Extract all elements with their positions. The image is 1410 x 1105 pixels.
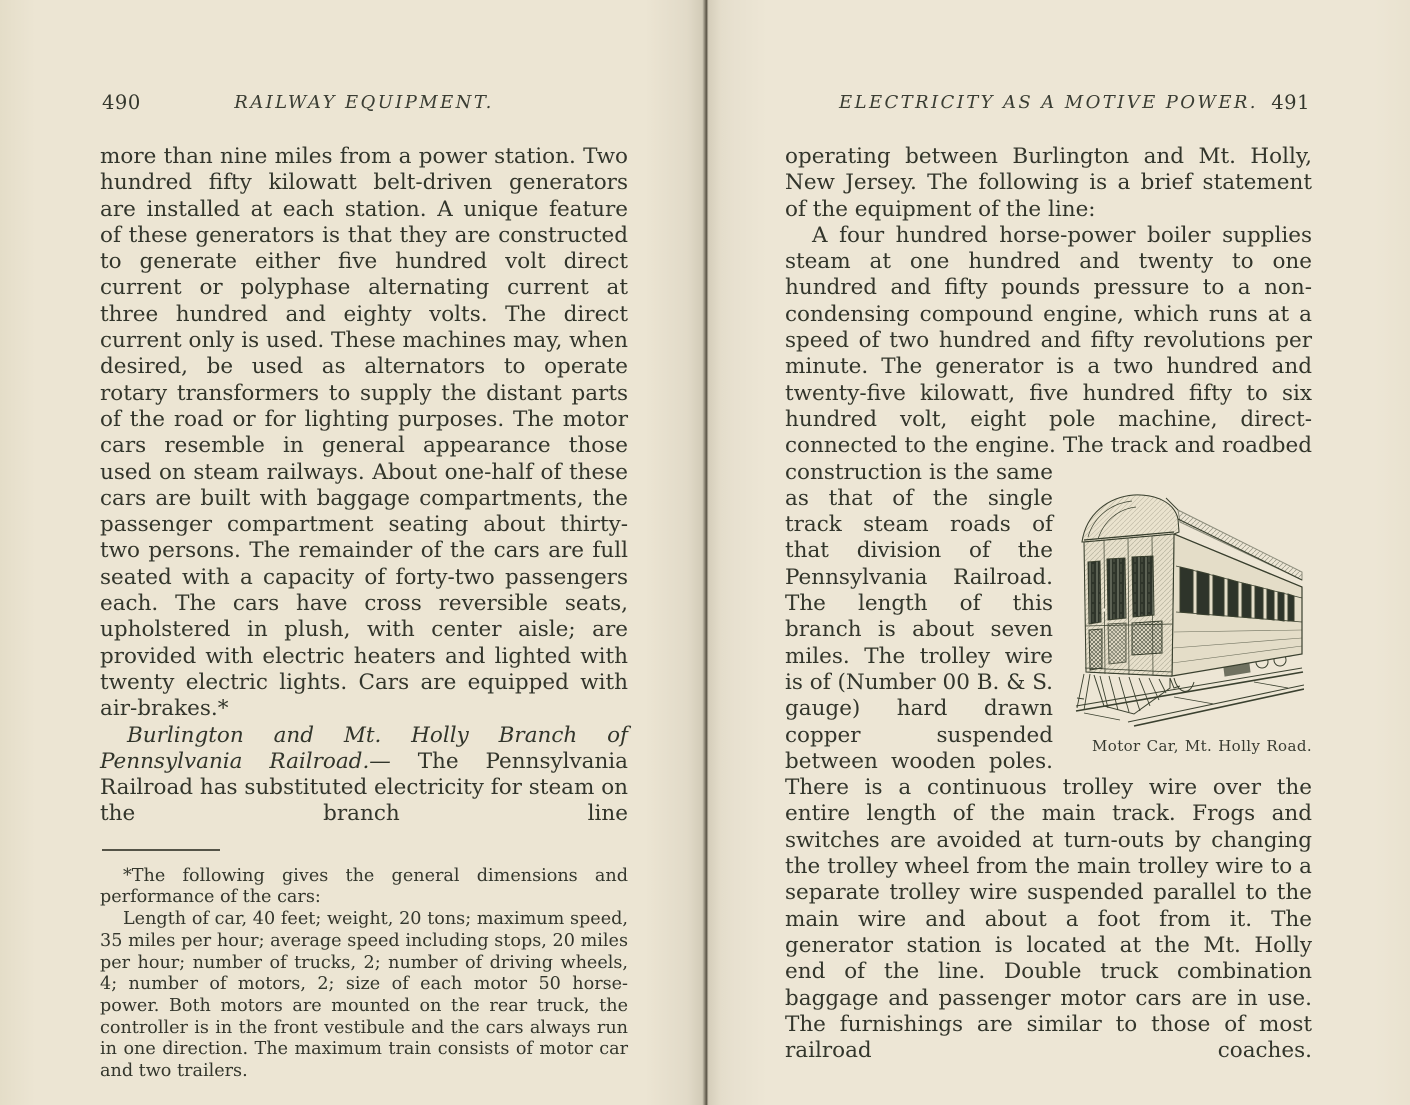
figure-caption: Motor Car, Mt. Holly Road. (1092, 736, 1312, 755)
left-running-head (100, 92, 628, 120)
right-paragraph-2-before: A four hundred horse-power boiler supplies steam at one hundred and twenty to one hundred and fifty pounds pressure to a non-condensing compound engine, which runs at a speed of two hundred and fifty revolutions per minute. The generator is a two hundred and twenty-five kilowatt, five hundred fifty to six hundred volt, eight pole machine, direct-connected to the engine. The (785, 222, 1312, 459)
right-paragraph-2 (785, 223, 1312, 1065)
right-running-head-title: ELECTRICITY AS A MOTIVE POWER. (839, 92, 1258, 113)
right-paragraph-1: operating between Burlington and Mt. Holly, New Jersey. The following is a brief statement of the equipment of the line: (785, 144, 1312, 222)
right-page (785, 92, 1312, 1064)
motor-car-illustration (1074, 482, 1304, 728)
right-body-text (785, 144, 1312, 1064)
footnote-block (100, 866, 628, 1083)
footnote-dimensions: Length of car, 40 feet; weight, 20 tons; maximum speed, 35 miles per hour; average speed including stops, 20 miles per hour; number of trucks, 2; number of driving wheels, 4; number of motors, 2; size of each motor 50 horse-power. Both motors are mounted on the rear truck, the controller is in the front vestibule and the cars always run in one direction. The maximum train consists of motor car and two trailers. (100, 909, 628, 1082)
left-page (100, 92, 628, 1083)
footnote-intro: *The following gives the general dimensions and performance of the cars: (100, 865, 628, 908)
section-title-italic: Burlington and Mt. Holly Branch of Pennsylvania Railroad.— (100, 722, 628, 774)
left-paragraph-1: more than nine miles from a power station. Two hundred fifty kilowatt belt-driven generators are installed at each station. A unique feature of these generators is that they are constructed to generate either five hundred volt direct current or polyphase alternating current at three hundred and eighty volts. The direct current only is used. These machines may, when desired, be used as alternators to operate rotary transformers to supply the distant parts of the road or for lighting purposes. The motor cars resemble in general appearance those used on steam railways. About one-half of these cars are built with baggage compartments, the passenger compartment seating about thirty-two persons. The remainder of the cars are full seated with a capacity of forty-two passengers each. The cars have cross reversible seats, upholstered in plush, with center aisle; are provided with electric heaters and lighted with twenty electric lights. Cars are equipped with air-brakes.* (100, 144, 628, 722)
page-gutter (645, 0, 767, 1105)
right-paragraph-2-wrapped: track and roadbed construction is the same as that of the single track steam roads of that division of the Pennsylvania Railroad. The length of this branch is about seven miles. The trolley wire is of (Number 00 B. & S. gauge) hard drawn copper suspended between wooden poles. There is a continuous trolley wire over the entire length of the main track. Frogs and switches are avoided at turn-outs by changing the trolley wheel from the main trolley wire to a separate trolley wire suspended parallel to the main wire and about a foot from it. The generator station is located at the Mt. Holly end of the line. Double truck combination baggage and passenger motor cars are in use. The furnishings are similar to those of most railroad coaches. (785, 433, 1312, 1064)
left-paragraph-2-text: The Pennsylvania Railroad has substituted electricity for steam on the branch line (100, 748, 629, 827)
left-page-number: 490 (102, 91, 141, 114)
figure-motor-car (1065, 482, 1312, 759)
footnote-rule (102, 849, 220, 851)
left-running-head-title: RAILWAY EQUIPMENT. (234, 92, 494, 113)
left-paragraph-2 (100, 723, 628, 828)
right-running-head (785, 92, 1312, 120)
right-page-number: 491 (1271, 91, 1310, 114)
left-body-text (100, 144, 628, 828)
